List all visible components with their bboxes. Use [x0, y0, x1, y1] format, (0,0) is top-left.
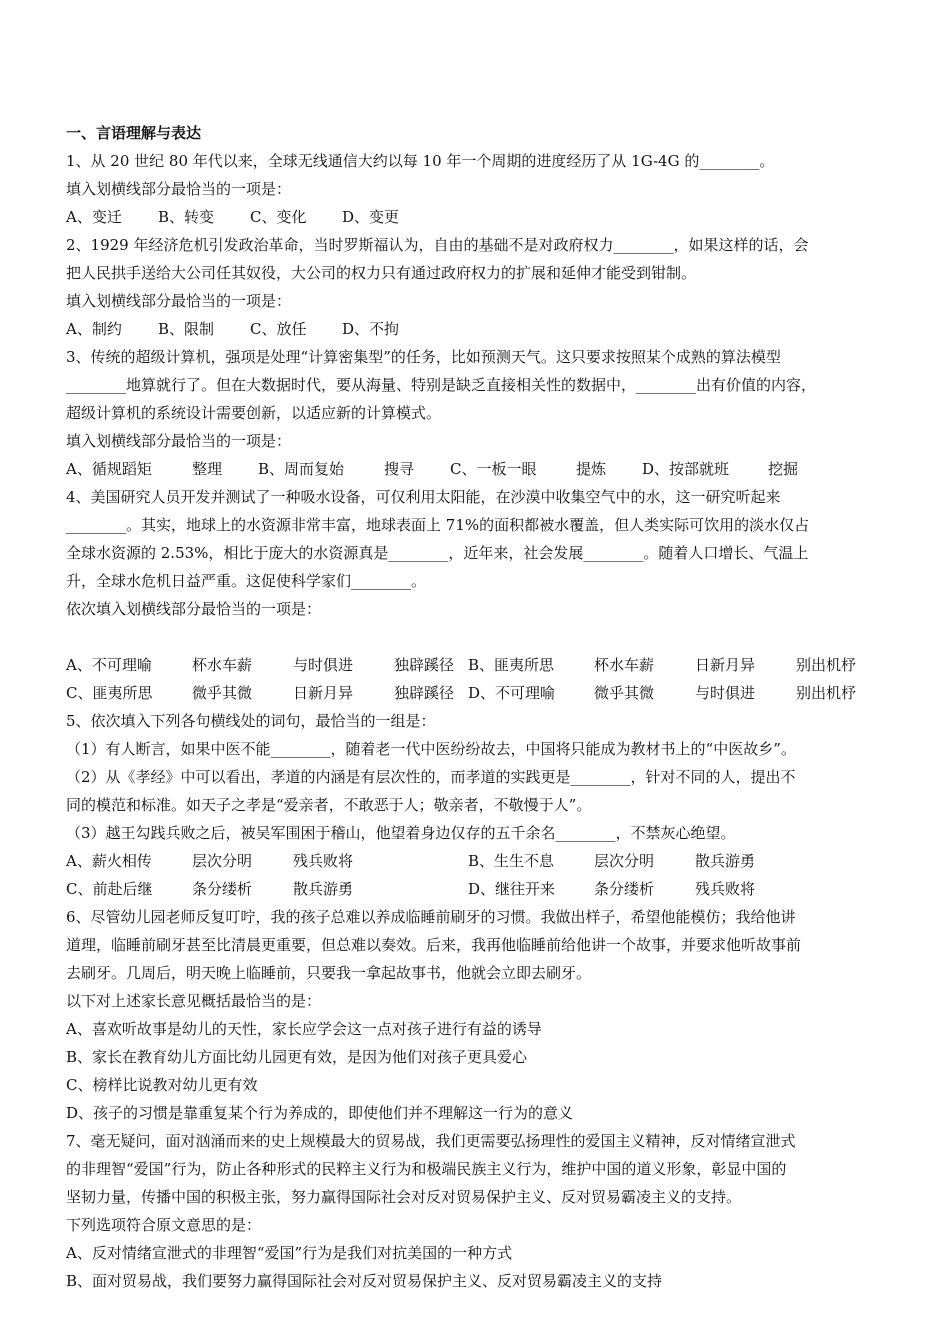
q6-option-c: C、榜样比说教对幼儿更有效 [66, 1076, 258, 1094]
q4-option-b-word4: 别出机杼 [796, 656, 857, 674]
q2-option-b: B、限制 [158, 320, 215, 338]
q3-stem-line3: 超级计算机的系统设计需要创新，以适应新的计算模式。 [66, 404, 442, 422]
q4-options-row1 [66, 651, 888, 679]
q5-option-b-word2: 层次分明 [594, 852, 655, 870]
q4-option-d-word3: 与时俱进 [695, 684, 756, 702]
q5-option-d-word2: 条分缕析 [594, 880, 655, 898]
q5-option-c-word2: 条分缕析 [192, 880, 253, 898]
q3-option-c-word2: 提炼 [576, 460, 607, 478]
q5-option-c-word3: 散兵游勇 [293, 880, 354, 898]
section-title: 一、言语理解与表达 [66, 124, 202, 142]
q4-options-row2 [66, 679, 888, 707]
q4-option-d-word1: D、不可理喻 [468, 684, 556, 702]
q7-stem-line3: 坚韧力量，传播中国的积极主张，努力赢得国际社会对反对贸易保护主义、反对贸易霸凌主义的支持。 [66, 1188, 742, 1206]
q6-option-d: D、孩子的习惯是靠重复某个行为养成的，即使他们并不理解这一行为的意义 [66, 1104, 574, 1122]
q5-option-d-word3: 残兵败将 [695, 880, 756, 898]
q6-stem-line2: 道理，临睡前刷牙甚至比清晨更重要，但总难以奏效。后来，我再他临睡前给他讲一个故事，并要求他听故事前 [66, 936, 802, 954]
q7-option-b: B、面对贸易战，我们要努力赢得国际社会对反对贸易保护主义、反对贸易霸凌主义的支持 [66, 1272, 663, 1290]
q1-option-c: C、变化 [250, 208, 307, 226]
q4-stem-line2: ________。其实，地球上的水资源非常丰富，地球表面上 71%的面积都被水覆盖，但人类实际可饮用的淡水仅占 [66, 516, 810, 534]
q5-options-row2 [66, 875, 888, 903]
q5-options-row1 [66, 847, 888, 875]
q4-option-c-word1: C、匪夷所思 [66, 684, 153, 702]
q6-prompt: 以下对上述家长意见概括最恰当的是： [66, 992, 322, 1010]
q7-option-a: A、反对情绪宣泄式的非理智“爱国”行为是我们对抗美国的一种方式 [66, 1244, 513, 1262]
blank-line [66, 623, 888, 651]
q1-option-b: B、转变 [158, 208, 215, 226]
q2-options [66, 315, 888, 343]
q4-option-a-word1: A、不可理喻 [66, 656, 152, 674]
q1-options [66, 203, 888, 231]
q4-option-c-word2: 微乎其微 [192, 684, 253, 702]
q5-option-a-word2: 层次分明 [192, 852, 253, 870]
q2-stem-line1: 2、1929 年经济危机引发政治革命，当时罗斯福认为，自由的基础不是对政府权力________，如果这样的话，会 [66, 236, 809, 254]
q5-option-d-word1: D、继往开来 [468, 880, 556, 898]
q4-stem-line1: 4、美国研究人员开发并测试了一种吸水设备，可仅利用太阳能，在沙漠中收集空气中的水，这一研究听起来 [66, 488, 781, 506]
q1-option-a: A、变迁 [66, 208, 122, 226]
q7-stem-line2: 的非理智“爱国”行为，防止各种形式的民粹主义行为和极端民族主义行为，维护中国的道义形象，彰显中国的 [66, 1160, 787, 1178]
q3-option-a-word2: 整理 [192, 460, 223, 478]
q5-option-a-word3: 残兵败将 [293, 852, 354, 870]
q4-option-a-word4: 独辟蹊径 [394, 656, 455, 674]
q4-option-b-word2: 杯水车薪 [594, 656, 655, 674]
q3-stem-line2: ________地算就行了。但在大数据时代，要从海量、特别是缺乏直接相关性的数据中，________出有价值的内容， [66, 376, 817, 394]
q3-option-d-word2: 挖掘 [768, 460, 799, 478]
q3-option-b-word2: 搜寻 [384, 460, 415, 478]
q5-stem: 5、依次填入下列各句横线处的词句，最恰当的一组是： [66, 712, 436, 730]
q3-options [66, 455, 888, 483]
q3-option-c-word1: C、一板一眼 [450, 460, 537, 478]
q5-option-b-word1: B、生生不息 [468, 852, 555, 870]
q4-prompt: 依次填入划横线部分最恰当的一项是： [66, 600, 322, 618]
q5-option-b-word3: 散兵游勇 [695, 852, 756, 870]
q4-option-c-word4: 独辟蹊径 [394, 684, 455, 702]
q7-stem-line1: 7、毫无疑问，面对汹涌而来的史上规模最大的贸易战，我们更需要弘扬理性的爱国主义精神，反对情绪宣泄式 [66, 1132, 796, 1150]
q2-stem-line2: 把人民拱手送给大公司任其奴役，大公司的权力只有通过政府权力的扩展和延伸才能受到钳制。 [66, 264, 697, 282]
q4-stem-line3: 全球水资源的 2.53%，相比于庞大的水资源真是________，近年来，社会发展________。随着人口增长、气温上 [66, 544, 809, 562]
q5-sentence1: （1）有人断言，如果中医不能________，随着老一代中医纷纷故去，中国将只能成为教材书上的“中医故乡”。 [66, 740, 796, 758]
q5-sentence2-line2: 同的模范和标准。如天子之孝是“爱亲者，不敢恶于人；敬亲者，不敬慢于人”。 [66, 796, 592, 814]
q4-option-b-word1: B、匪夷所思 [468, 656, 555, 674]
q2-option-c: C、放任 [250, 320, 307, 338]
q5-sentence3: （3）越王勾践兵败之后，被吴军围困于稽山，他望着身边仅存的五千余名________，不禁灰心绝望。 [66, 824, 736, 842]
q3-option-b-word1: B、周而复始 [258, 460, 345, 478]
document-page [66, 119, 888, 1295]
q4-option-a-word2: 杯水车薪 [192, 656, 253, 674]
q3-option-d-word1: D、按部就班 [642, 460, 730, 478]
q1-stem: 1、从 20 世纪 80 年代以来，全球无线通信大约以每 10 年一个周期的进度经历了从 1G-4G 的________。 [66, 152, 775, 170]
q4-option-d-word2: 微乎其微 [594, 684, 655, 702]
q4-stem-line4: 升，全球水危机日益严重。这促使科学家们________。 [66, 572, 427, 590]
q6-option-b: B、家长在教育幼儿方面比幼儿园更有效，是因为他们对孩子更具爱心 [66, 1048, 528, 1066]
q6-stem-line3: 去刷牙。几周后，明天晚上临睡前，只要我一拿起故事书，他就会立即去刷牙。 [66, 964, 592, 982]
q2-option-a: A、制约 [66, 320, 122, 338]
q5-sentence2-line1: （2）从《孝经》中可以看出，孝道的内涵是有层次性的，而孝道的实践更是________，针对不同的人，提出不 [66, 768, 796, 786]
q3-stem-line1: 3、传统的超级计算机，强项是处理“计算密集型”的任务，比如预测天气。这只要求按照某个成熟的算法模型 [66, 348, 781, 366]
q2-prompt: 填入划横线部分最恰当的一项是： [66, 292, 292, 310]
q2-option-d: D、不拘 [342, 320, 400, 338]
q4-option-a-word3: 与时俱进 [293, 656, 354, 674]
q4-option-b-word3: 日新月异 [695, 656, 756, 674]
q3-prompt: 填入划横线部分最恰当的一项是： [66, 432, 292, 450]
q1-option-d: D、变更 [342, 208, 400, 226]
q4-option-c-word3: 日新月异 [293, 684, 354, 702]
q6-option-a: A、喜欢听故事是幼儿的天性，家长应学会这一点对孩子进行有益的诱导 [66, 1020, 542, 1038]
q4-option-d-word4: 别出机杼 [796, 684, 857, 702]
q5-option-c-word1: C、前赴后继 [66, 880, 153, 898]
q5-option-a-word1: A、薪火相传 [66, 852, 152, 870]
q6-stem-line1: 6、尽管幼儿园老师反复叮咛，我的孩子总难以养成临睡前刷牙的习惯。我做出样子，希望他能模仿；我给他讲 [66, 908, 796, 926]
q7-prompt: 下列选项符合原文意思的是： [66, 1216, 262, 1234]
q3-option-a-word1: A、循规蹈矩 [66, 460, 152, 478]
q1-prompt: 填入划横线部分最恰当的一项是： [66, 180, 292, 198]
